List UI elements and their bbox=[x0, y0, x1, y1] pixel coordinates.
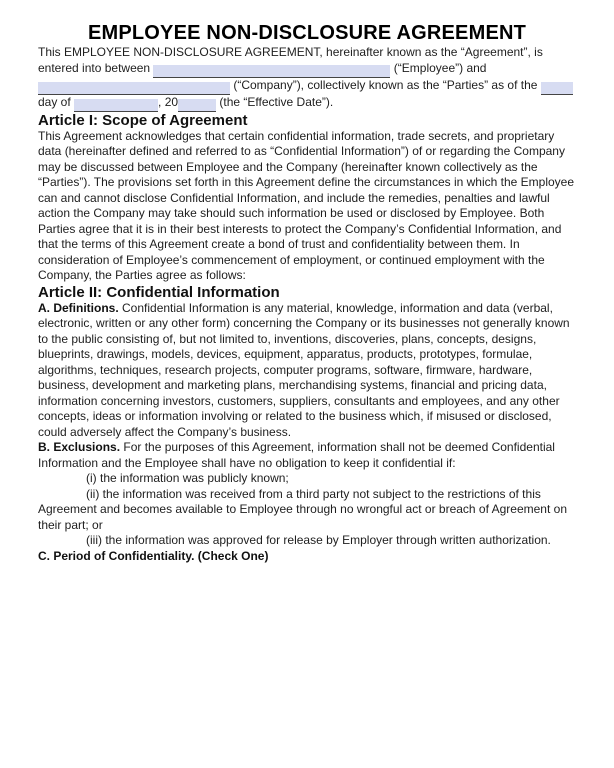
exclusions-label: B. Exclusions. bbox=[38, 440, 121, 454]
definitions-body: Confidential Information is any material, knowledge, information and data (verbal, electronic, written or any other form) concerning the Company or its businesses not generally known to the public consisting of, but not limited to, inventions, discoveries, plans, concepts, designs, blueprints, drawings, models, devices, equipment, apparatus, products, prototypes, formulae, algorithms, techniques, research projects, computer programs, software, firmware, hardware, business, development and marketing plans, merchandising systems, financial and pricing data, information concerning investors, customers, suppliers, consultants and employees, and any other concepts, ideas or information involving or related to the business which, if misused or disclosed, could adversely affect the Company’s business. bbox=[38, 300, 570, 439]
article1-body: This Agreement acknowledges that certain confidential information, trade secrets, and proprietary data (hereinafter defined and referred to as “Confidential Information”) of or regarding the Company may be discussed between Employee and the Company (hereinafter known collectively as the “Parties”). The provisions set forth in this Agreement define the circumstances in which the Employee can and cannot disclose Confidential Information, and include the remedies, penalties and lawful action the Company may take should such information be used or disclosed by Employee. Both Parties agree that it is in their best interests to protect the Company’s Confidential Information, and that the terms of this Agreement create a bond of trust and confidentiality between them. In consideration of Employee’s commencement of employment, or continued employment with the Company, the Parties agree as follows: bbox=[38, 128, 575, 282]
year-field[interactable] bbox=[178, 99, 216, 112]
article2-heading: Article II: Confidential Information bbox=[38, 283, 280, 301]
intro-text-3: (“Company”), collectively known as the “Parties” as of the bbox=[233, 77, 538, 92]
intro-text-4: day of bbox=[38, 94, 71, 109]
period-of-confidentiality-label: C. Period of Confidentiality. (Check One) bbox=[38, 548, 269, 563]
company-name-field[interactable] bbox=[38, 82, 230, 95]
exclusion-item-i: (i) the information was publicly known; bbox=[86, 471, 289, 485]
employee-name-field[interactable] bbox=[153, 65, 390, 78]
exclusions-body: For the purposes of this Agreement, information shall not be deemed Confidential Information and the Employee shall have no obligation to keep it confidential if: bbox=[38, 440, 555, 470]
intro-text-5: , 20 bbox=[158, 94, 179, 109]
article1-heading: Article I: Scope of Agreement bbox=[38, 111, 248, 129]
month-field[interactable] bbox=[74, 99, 158, 112]
document-title: EMPLOYEE NON-DISCLOSURE AGREEMENT bbox=[87, 22, 527, 44]
day-field[interactable] bbox=[541, 82, 573, 95]
definitions-paragraph bbox=[38, 301, 576, 441]
exclusion-item-iii: (iii) the information was approved for release by Employer through written authorization. bbox=[86, 533, 551, 547]
document-content bbox=[0, 22, 614, 564]
intro-text-1: This EMPLOYEE NON-DISCLOSURE AGREEMENT, hereinafter known as the “Agreement”, is entered into between bbox=[38, 45, 543, 75]
intro-text-2: (“Employee”) and bbox=[393, 60, 487, 75]
intro-text-6: (the “Effective Date”). bbox=[219, 94, 334, 109]
intro-paragraph bbox=[38, 45, 576, 112]
exclusion-item-ii: (ii) the information was received from a third party not subject to the restrictions of this Agreement and becomes available to Employee through no wrongful act or breach of Agreement on their part; or bbox=[38, 486, 567, 532]
definitions-label: A. Definitions. bbox=[38, 300, 119, 315]
exclusions-paragraph bbox=[38, 440, 576, 471]
